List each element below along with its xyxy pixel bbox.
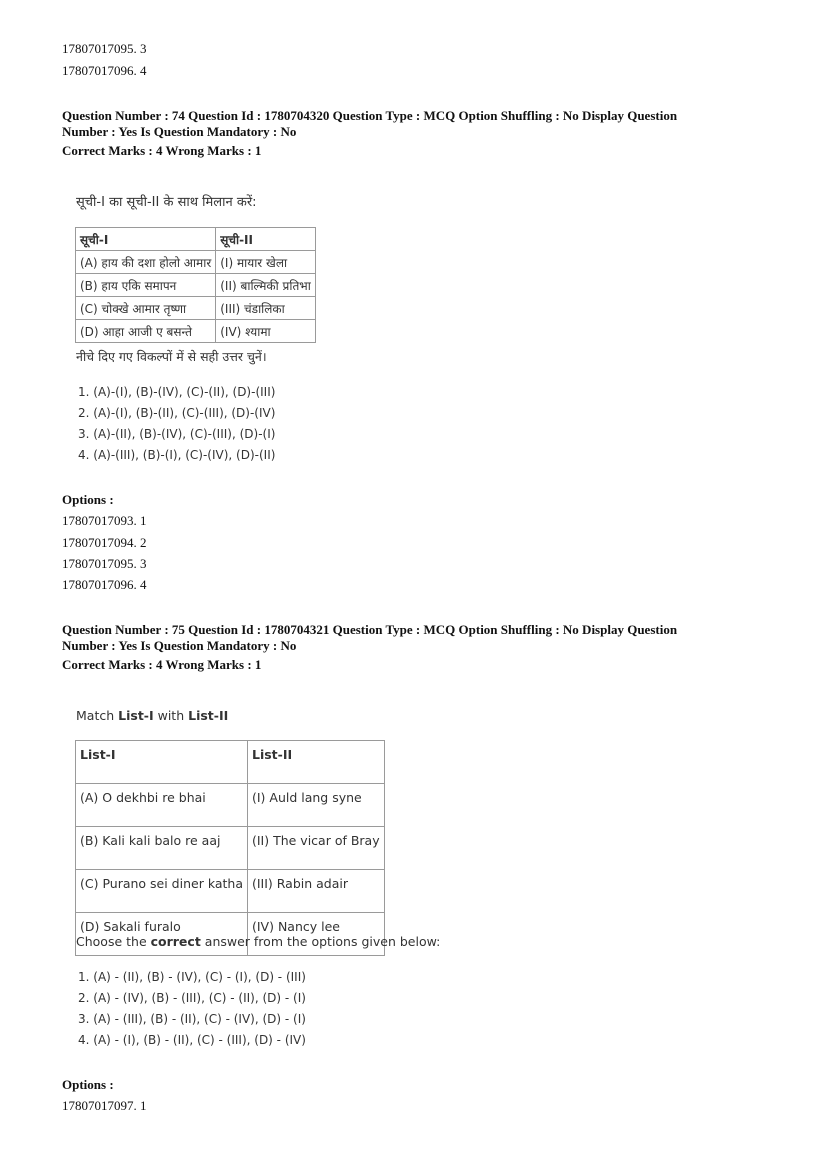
option-line: 17807017096. 4 [62,577,147,592]
answer-choice: 3. (A)-(II), (B)-(IV), (C)-(III), (D)-(I) [78,427,276,441]
options-label: Options : [62,492,114,507]
table-row: (A) हाय की दशा होलो आमार (I) मायार खेला [76,251,316,274]
answer-choice: 4. (A)-(III), (B)-(I), (C)-(IV), (D)-(II) [78,448,276,462]
answer-choices [78,382,275,466]
answer-choice: 2. (A) - (IV), (B) - (III), (C) - (II), (D) - (I) [78,991,306,1005]
answer-instruction: Choose the correct answer from the options given below: [76,934,441,949]
table-row: (A) O dekhbi re bhai (I) Auld lang syne [76,784,385,827]
option-line: 17807017093. 1 [62,513,147,528]
table-row: (C) Purano sei diner katha (III) Rabin adair [76,870,385,913]
table-row: (D) Sakali furalo (IV) Nancy lee [76,913,385,956]
table-header-row: सूची-I सूची-II [76,228,316,251]
answer-choices [78,967,306,1051]
question-instruction: सूची-I का सूची-II के साथ मिलान करें: [76,195,257,210]
answer-choice: 3. (A) - (III), (B) - (II), (C) - (IV), (D) - (I) [78,1012,306,1026]
answer-choice: 1. (A) - (II), (B) - (IV), (C) - (I), (D) - (III) [78,970,306,984]
options-label: Options : [62,1077,114,1092]
option-line: 17807017096. 4 [62,63,147,78]
table-row: (B) Kali kali balo re aaj (II) The vicar of Bray [76,827,385,870]
question-75-meta: Question Number : 75 Question Id : 1780704321 Question Type : MCQ Option Shuffling : No Display Question Number : Yes Is Question Mandatory : No Correct Marks : 4 Wrong Marks : 1 [62,622,678,672]
answer-choice: 1. (A)-(I), (B)-(IV), (C)-(II), (D)-(III) [78,385,276,399]
option-line: 17807017095. 3 [62,556,147,571]
answer-instruction: नीचे दिए गए विकल्पों में से सही उत्तर चुनें। [76,349,267,364]
question-instruction: Match List-I with List-II [76,708,229,723]
table-row: (C) चोक्खे आमार तृष्णा (III) चंडालिका [76,297,316,320]
match-table [75,227,316,343]
option-line: 17807017097. 1 [62,1098,147,1113]
answer-choice: 2. (A)-(I), (B)-(II), (C)-(III), (D)-(IV) [78,406,276,420]
table-header-row: List-I List-II [76,741,385,784]
question-74-meta: Question Number : 74 Question Id : 1780704320 Question Type : MCQ Option Shuffling : No Display Question Number : Yes Is Question Mandatory : No Correct Marks : 4 Wrong Marks : 1 [62,108,678,158]
table-row: (D) आहा आजी ए बसन्ते (IV) श्यामा [76,320,316,343]
option-line: 17807017095. 3 [62,41,147,56]
match-table [75,740,385,956]
option-line: 17807017094. 2 [62,535,147,550]
answer-choice: 4. (A) - (I), (B) - (II), (C) - (III), (D) - (IV) [78,1033,306,1047]
table-row: (B) हाय एकि समापन (II) बाल्मिकी प्रतिभा [76,274,316,297]
